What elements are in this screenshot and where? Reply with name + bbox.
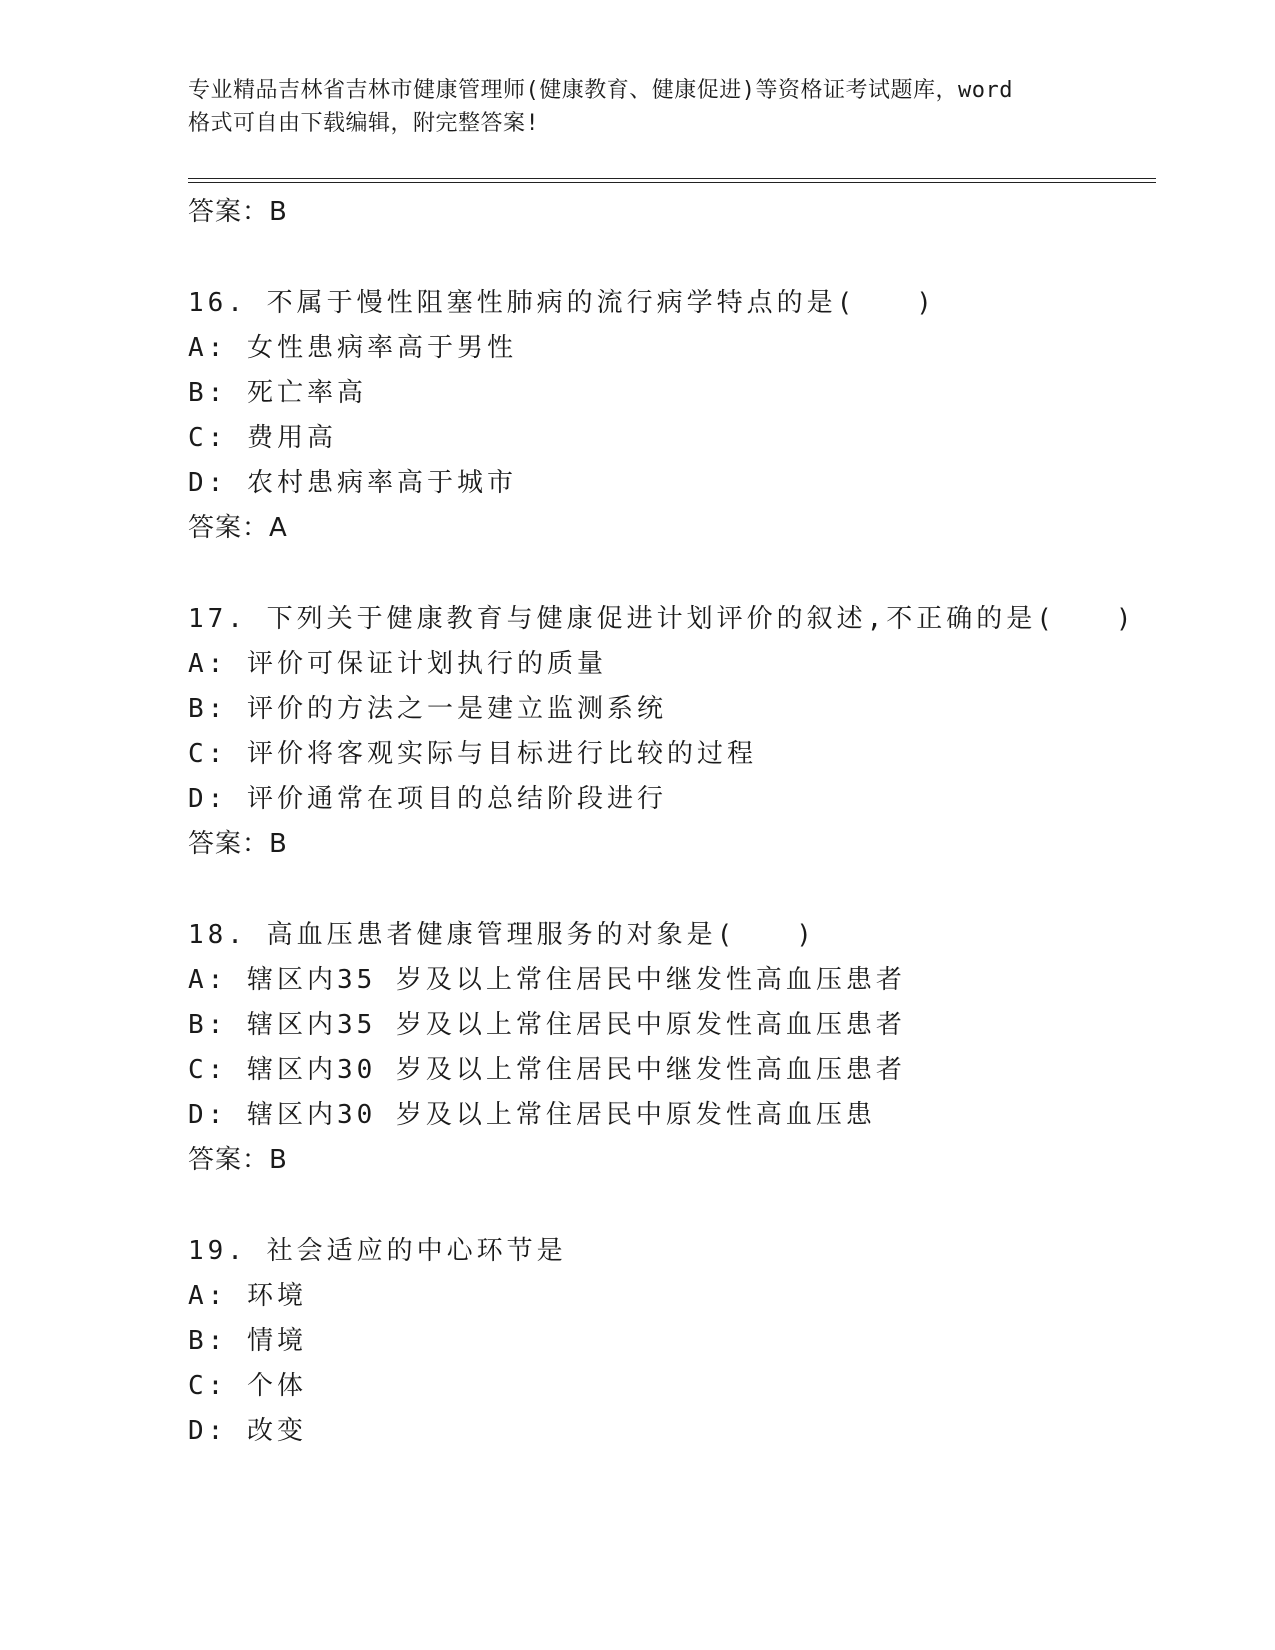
answer: 答案：B (188, 829, 288, 859)
option-b: B: 情境 (188, 1326, 307, 1356)
header-line-2: 格式可自由下载编辑，附完整答案! (188, 111, 540, 136)
option-d: D: 改变 (188, 1416, 307, 1446)
option-c: C: 费用高 (188, 423, 337, 453)
question-17 (188, 597, 1156, 867)
option-c: C: 辖区内30 岁及以上常住居民中继发性高血压患者 (188, 1055, 906, 1085)
option-a: A: 辖区内35 岁及以上常住居民中继发性高血压患者 (188, 965, 906, 995)
header-line-1: 专业精品吉林省吉林市健康管理师(健康教育、健康促进)等资格证考试题库，word (188, 78, 1013, 103)
question-18 (188, 913, 1156, 1183)
header-divider-top (188, 178, 1156, 179)
header-divider-bottom (188, 182, 1156, 183)
question-list (188, 190, 1156, 1500)
question-stem: 19. 社会适应的中心环节是 (188, 1236, 567, 1266)
option-a: A: 评价可保证计划执行的质量 (188, 649, 607, 679)
question-16 (188, 281, 1156, 551)
question-stem: 16. 不属于慢性阻塞性肺病的流行病学特点的是( ) (188, 288, 936, 318)
question-stem: 18. 高血压患者健康管理服务的对象是( ) (188, 920, 816, 950)
option-b: B: 辖区内35 岁及以上常住居民中原发性高血压患者 (188, 1010, 906, 1040)
option-d: D: 农村患病率高于城市 (188, 468, 517, 498)
option-c: C: 评价将客观实际与目标进行比较的过程 (188, 739, 757, 769)
option-d: D: 评价通常在项目的总结阶段进行 (188, 784, 667, 814)
question-19 (188, 1229, 1156, 1454)
option-c: C: 个体 (188, 1371, 307, 1401)
option-d: D: 辖区内30 岁及以上常住居民中原发性高血压患 (188, 1100, 876, 1130)
option-b: B: 评价的方法之一是建立监测系统 (188, 694, 667, 724)
answer: 答案：A (188, 513, 288, 543)
previous-answer: 答案：B (188, 197, 288, 227)
option-b: B: 死亡率高 (188, 378, 367, 408)
answer: 答案：B (188, 1145, 288, 1175)
document-header (188, 74, 1088, 140)
option-a: A: 环境 (188, 1281, 307, 1311)
question-stem: 17. 下列关于健康教育与健康促进计划评价的叙述,不正确的是( ) (188, 604, 1136, 634)
option-a: A: 女性患病率高于男性 (188, 333, 517, 363)
